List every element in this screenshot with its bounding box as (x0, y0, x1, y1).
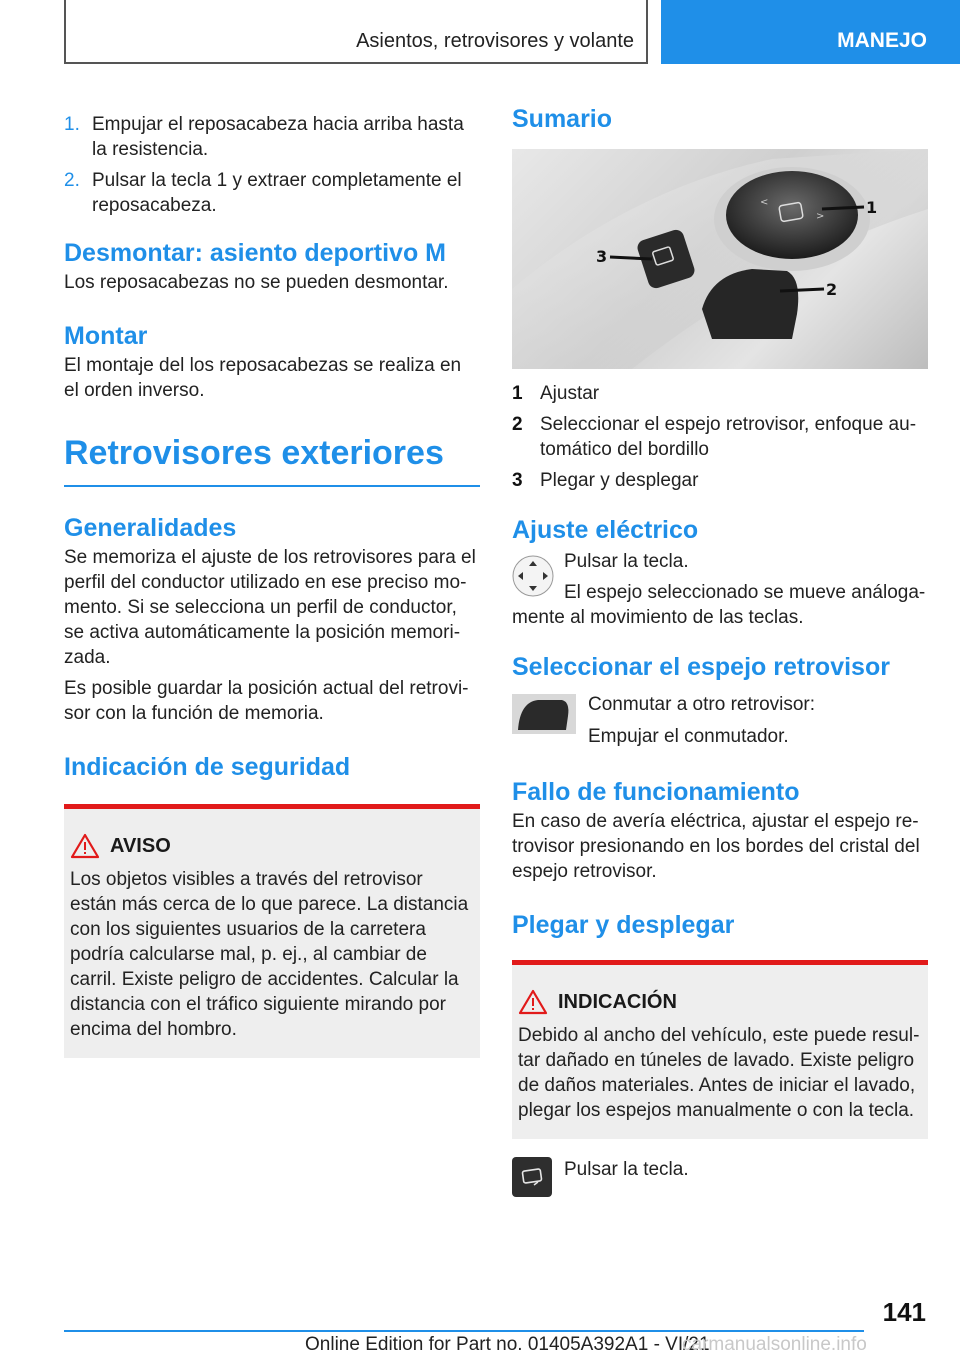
callout-line-1 (822, 207, 864, 209)
warning-triangle-icon (70, 833, 100, 859)
generalidades-paragraph-2: Es posible guardar la posición actual del retrovisor con la función de memoria. (64, 678, 469, 724)
mirror-controls-illustration (512, 149, 928, 369)
legend-number: 2 (512, 414, 523, 435)
edition-text: Online Edition for Part no. 01405A392A1 - VI/21 (305, 1334, 710, 1355)
ajuste-line-1: Pulsar la tecla. (564, 551, 689, 572)
desmontar-text: Los reposacabezas no se pueden desmontar. (64, 272, 449, 293)
fold-mirror-button-icon (512, 1157, 552, 1197)
warning-label: AVISO (110, 834, 171, 857)
ajuste-heading: Ajuste eléctrico (512, 516, 699, 544)
warning-triangle-icon (518, 989, 548, 1015)
callout-line-3 (610, 257, 652, 259)
page-number: 141 (882, 1297, 926, 1327)
warning-box (64, 804, 480, 1058)
header-chapter-label: MANEJO (837, 29, 927, 52)
seleccionar-block (512, 692, 928, 749)
mirror-controls-figure (512, 149, 928, 369)
legend-item (512, 412, 928, 462)
legend-number: 3 (512, 470, 523, 491)
seleccionar-line-1: Conmutar a otro retrovisor: (588, 694, 816, 715)
list-text: Empujar el reposacabeza hacia arriba hasta la resistencia. (92, 114, 464, 160)
plegar-heading: Plegar y desplegar (512, 911, 735, 939)
generalidades-paragraph: Se memoriza el ajuste de los retrovisores para el perfil del conductor utilizado en ese preciso momento. Si se selecciona un perfil de conductor, se activa automáticamente la posición memorizada. (64, 547, 476, 668)
fallo-heading: Fallo de funcionamiento (512, 778, 800, 806)
ajuste-block (512, 549, 928, 630)
section-title: Retrovisores exteriores (64, 434, 444, 472)
legend-item (512, 381, 928, 406)
legend-text: Ajustar (540, 383, 600, 404)
legend-text: Seleccionar el espejo retrovisor, enfoque automático del bordillo (540, 414, 917, 460)
ajuste-line-2: El espejo seleccionado se mueve análogamente al movimiento de las teclas. (512, 582, 926, 628)
list-item (64, 112, 480, 162)
legend-item (512, 468, 928, 493)
note-label: INDICACIÓN (558, 990, 677, 1013)
seleccionar-line-2: Empujar el conmutador. (588, 726, 789, 747)
mirror-adjust-dial (726, 171, 858, 259)
watermark: carmanualsonline.info (682, 1334, 867, 1355)
note-box (512, 960, 928, 1139)
callout-2: 2 (826, 280, 838, 299)
callout-line-2 (780, 289, 824, 291)
warning-text: Los objetos visibles a través del retrovisor están más cerca de lo que parece. La distancia con los siguientes usuarios de la carretera podría calcularse mal, p. ej., al cambiar de carril. Existe peligro de accidentes. Calcular la distancia con el tráfico siguiente mirando por encima del hombro. (70, 869, 469, 1040)
sumario-heading: Sumario (512, 105, 613, 133)
list-number: 1. (64, 114, 80, 135)
footer-rule (64, 1330, 864, 1332)
legend-text: Plegar y desplegar (540, 470, 699, 491)
plegar-block (512, 1157, 928, 1197)
header-section-title: Asientos, retrovisores y volante (356, 30, 634, 52)
generalidades-heading: Generalidades (64, 514, 237, 542)
note-text: Debido al ancho del vehículo, este puede resultar dañado en túneles de lavado. Existe peligro de daños materiales. Antes de iniciar el lavado, plegar los espejos manualmente o con la tecla. (518, 1025, 920, 1121)
fallo-text: En caso de avería eléctrica, ajustar el espejo retrovisor presionando en los bordes del cristal del espejo retrovisor. (512, 811, 920, 882)
header-chapter-tab[interactable] (661, 0, 960, 64)
warning-header (70, 833, 474, 859)
seleccionar-text (576, 692, 815, 749)
list-text: Pulsar la tecla 1 y extraer completamente el reposacabeza. (92, 170, 462, 216)
legend-list (512, 381, 928, 493)
right-column (512, 104, 928, 1197)
desmontar-heading: Desmontar: asiento deportivo M (64, 239, 446, 267)
montar-text: El montaje del los reposacabezas se realiza en el orden inverso. (64, 355, 462, 401)
note-header (518, 989, 922, 1015)
left-column (64, 112, 480, 1058)
header-section-box (64, 0, 648, 64)
list-item (64, 168, 480, 218)
svg-text:>: > (816, 211, 825, 222)
legend-number: 1 (512, 383, 523, 404)
callout-3: 3 (596, 247, 608, 266)
callout-1: 1 (866, 198, 878, 217)
title-rule (64, 485, 480, 487)
svg-text:<: < (760, 197, 769, 208)
seguridad-heading: Indicación de seguridad (64, 753, 351, 781)
montar-heading: Montar (64, 322, 148, 350)
plegar-line-1: Pulsar la tecla. (564, 1159, 689, 1180)
list-number: 2. (64, 170, 80, 191)
mirror-selector-switch-icon (512, 694, 576, 734)
adjust-arrows-icon (512, 555, 554, 597)
seleccionar-heading: Seleccionar el espejo retrovisor (512, 653, 890, 681)
